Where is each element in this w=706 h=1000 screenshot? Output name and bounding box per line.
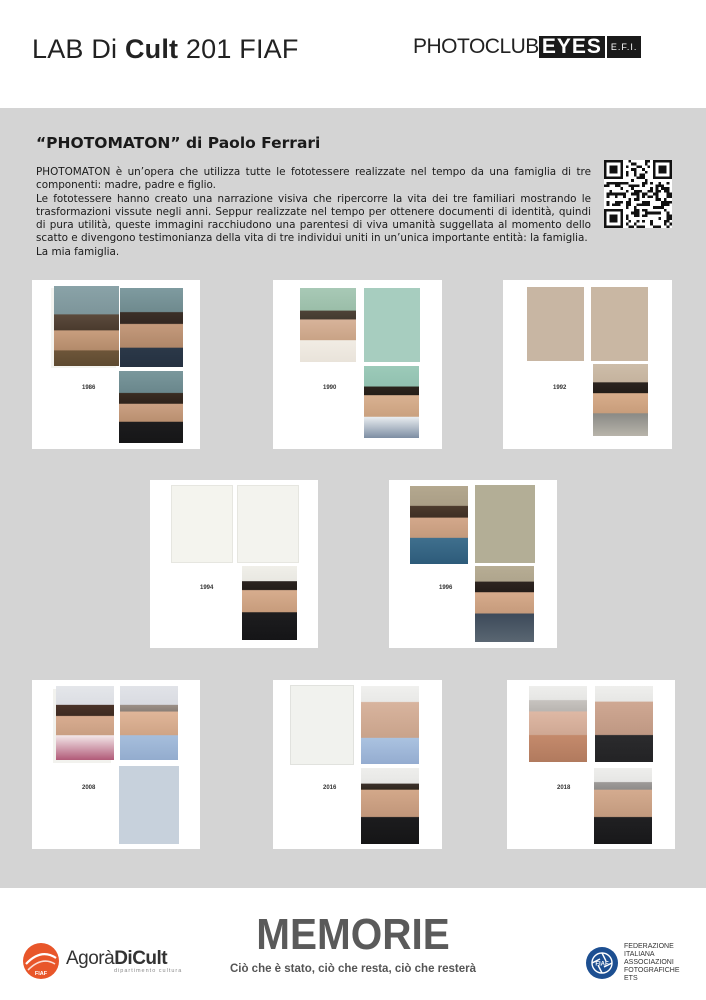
photo-card-2018 (507, 680, 675, 849)
photo-son (475, 566, 534, 642)
agora-badge-text: FIAF (34, 971, 48, 977)
photo-son (242, 566, 297, 640)
content-panel (0, 108, 706, 888)
year-label: 2008 (82, 785, 96, 791)
efi-text: E.F.I. (607, 36, 642, 58)
memorie-tagline: Ciò che è stato, ciò che resta, ciò che resterà (229, 963, 477, 975)
work-title: “PHOTOMATON” di Paolo Ferrari (36, 134, 321, 152)
year-label: 2018 (557, 785, 571, 791)
description-paragraph-1: PHOTOMATON è un’opera che utilizza tutte le fototessere realizzate nel tempo da una famiglia di tre componenti: madre, padre e figlio. (36, 166, 591, 192)
photo-card-1994 (150, 480, 318, 648)
photo-father (595, 686, 653, 762)
photo-son (593, 364, 648, 436)
photo-son (361, 768, 419, 844)
description-paragraph-2: Le fototessere hanno creato una narrazione visiva che ripercorre la vita dei tre familiari mostrando le trasformazioni vissute negli anni. Seppur realizzate nel tempo per ottenere documenti di identità, quindi di pura utilità, queste immagini racchiudono una parentesi di viva umanità suggellata al momento dello scatto e divengono testimonianza della vita di tre individui uniti in un’unica importante entità: la famiglia. (36, 192, 591, 245)
photo-blank (172, 486, 232, 562)
photo-father (361, 686, 419, 764)
memorie-title: MEMORIE (256, 910, 450, 959)
agora-subtitle: dipartimento cultura (114, 968, 183, 974)
footer (0, 888, 706, 1000)
photo-son (119, 371, 183, 443)
photo-card-1986 (32, 280, 200, 449)
photo-mother (54, 286, 119, 366)
year-label: 2016 (323, 785, 337, 791)
photo-mother (300, 288, 356, 362)
photo-card-1996 (389, 480, 557, 648)
photo-son (364, 366, 419, 438)
eyes-text: EYES (539, 36, 605, 58)
photo-blank (527, 287, 584, 361)
photo-blank (364, 288, 420, 362)
qr-code-icon[interactable] (604, 160, 672, 228)
agora-name: AgoràDiCult (66, 948, 168, 969)
photo-blank (238, 486, 298, 562)
photo-son (594, 768, 652, 844)
year-label: 1990 (323, 385, 337, 391)
photo-blank (475, 485, 535, 563)
lab-title: LAB Di Cult 201 FIAF (32, 34, 299, 64)
photo-card-2016 (273, 680, 442, 849)
photo-blank (291, 686, 353, 764)
photo-blank (119, 766, 179, 844)
fiaf-logo (585, 943, 679, 983)
photoclub-eyes-logo (413, 36, 641, 58)
fiaf-badge-text: FIAF (595, 961, 609, 968)
photoclub-text: PHOTOCLUB (413, 35, 539, 58)
header (0, 0, 706, 108)
photo-mother (529, 686, 587, 762)
photo-blank (591, 287, 648, 361)
photo-father (120, 288, 183, 367)
photo-card-1992 (503, 280, 672, 449)
year-label: 1992 (553, 385, 567, 391)
photo-father (120, 686, 178, 760)
photo-mother (56, 686, 114, 760)
year-label: 1994 (200, 585, 214, 591)
fiaf-aperture-icon (585, 946, 619, 980)
fiaf-text: FEDERAZIONE ITALIANA ASSOCIAZIONI FOTOGRAFICHE ETS (624, 943, 680, 982)
work-description (36, 166, 591, 259)
description-paragraph-3: La mia famiglia. (36, 245, 120, 258)
photo-card-2008 (32, 680, 200, 849)
photo-mother (410, 486, 468, 564)
photo-card-1990 (273, 280, 442, 449)
year-label: 1986 (82, 385, 96, 391)
year-label: 1996 (439, 585, 453, 591)
